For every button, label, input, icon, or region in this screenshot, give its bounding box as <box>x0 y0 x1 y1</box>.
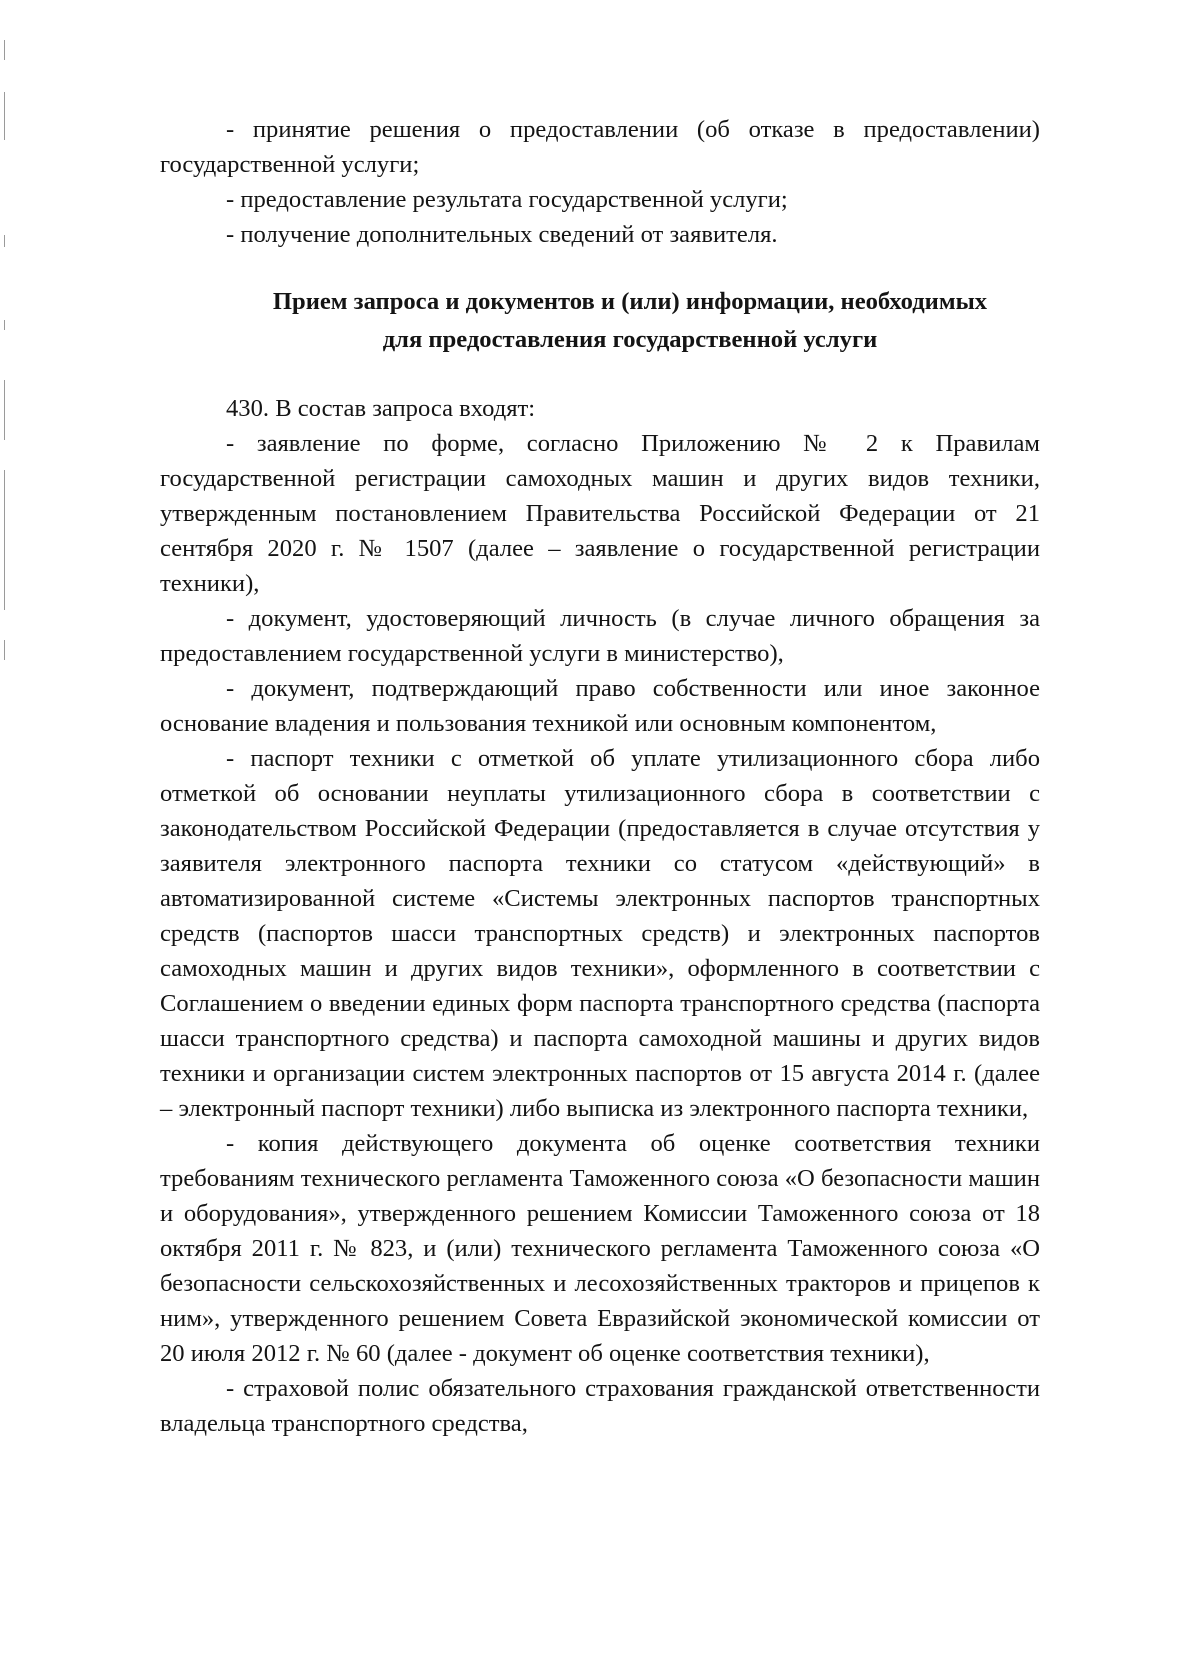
document-page <box>160 112 1040 1441</box>
paragraph-vehicle-passport: - паспорт техники с отметкой об уплате утилизационного сбора либо отметкой об основании неуплаты утилизационного сбора в соответствии с законодательством Российской Федерации (предоставляется в случае отсутствия у заявителя электронного паспорта техники со статусом «действующий» в автоматизированной системе «Системы электронных паспортов транспортных средств (паспортов шасси транспортных средств) и электронных паспортов самоходных машин и других видов техники», оформленного в соответствии с Соглашением о введении единых форм паспорта транспортного средства (паспорта шасси транспортного средства) и паспорта самоходной машины и других видов техники и организации систем электронных паспортов от 15 августа 2014 г. (далее – электронный паспорт техники) либо выписка из электронного паспорта техники, <box>160 745 1040 1122</box>
section-heading-line: для предоставления государственной услуги <box>382 326 878 353</box>
paragraph-application: - заявление по форме, согласно Приложению № 2 к Правилам государственной регистрации самоходных машин и других видов техники, утвержденным постановлением Правительства Российской Федерации от 21 сентября 2020 г. № 1507 (далее – заявление о государственной регистрации техники), <box>160 430 1040 597</box>
scan-edge-marks <box>4 0 10 700</box>
paragraph-insurance-policy: - страховой полис обязательного страхования гражданской ответственности владельца транспортного средства, <box>160 1375 1040 1437</box>
section-body <box>160 391 1040 1441</box>
intro-item: - предоставление результата государственной услуги; <box>226 186 788 213</box>
paragraph-clause-430: 430. В состав запроса входят: <box>226 395 536 422</box>
intro-list <box>160 112 1040 252</box>
paragraph-identity-document: - документ, удостоверяющий личность (в случае личного обращения за предоставлением государственной услуги в министерство), <box>160 605 1040 667</box>
paragraph-ownership-document: - документ, подтверждающий право собственности или иное законное основание владения и пользования техникой или основным компонентом, <box>160 675 1040 737</box>
section-heading-line: Прием запроса и документов и (или) информации, необходимых <box>272 288 988 315</box>
intro-item: - получение дополнительных сведений от заявителя. <box>226 221 778 248</box>
intro-item: - принятие решения о предоставлении (об отказе в предоставлении) государственной услуги; <box>160 116 1040 178</box>
paragraph-conformity-document: - копия действующего документа об оценке соответствия техники требованиям технического регламента Таможенного союза «О безопасности машин и оборудования», утвержденного решением Комиссии Таможенного союза от 18 октября 2011 г. № 823, и (или) технического регламента Таможенного союза «О безопасности сельскохозяйственных и лесохозяйственных тракторов и прицепов к ним», утвержденного решением Совета Евразийской экономической комиссии от 20 июля 2012 г. № 60 (далее - документ об оценке соответствия техники), <box>160 1130 1040 1367</box>
section-heading <box>160 283 1040 359</box>
